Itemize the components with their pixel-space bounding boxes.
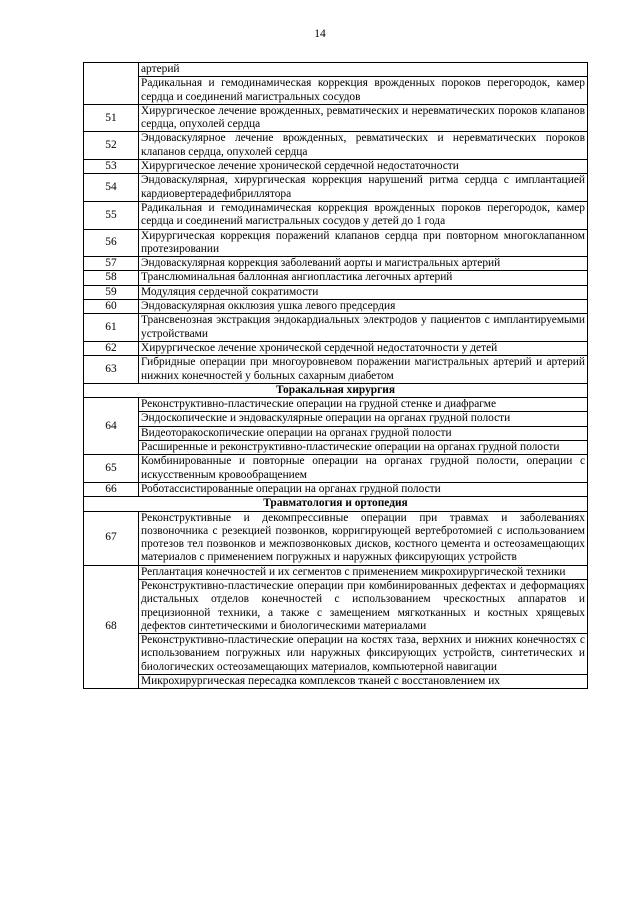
table-row (84, 160, 588, 174)
section-title: Торакальная хирургия (84, 383, 588, 397)
procedure-description: Эндоваскулярное лечение врожденных, ревматических и неревматических пороков клапанов сердца, опухолей сердца (139, 132, 588, 160)
table-row (84, 356, 588, 384)
table-row (84, 482, 588, 496)
row-number: 56 (84, 229, 139, 257)
row-number: 62 (84, 341, 139, 355)
procedure-description: Расширенные и реконструктивно-пластические операции на органах грудной полости (139, 441, 588, 455)
procedure-description: Модуляция сердечной сократимости (139, 285, 588, 299)
procedure-description: Реконструктивно-пластические операции при комбинированных дефектах и деформациях дистальных отделов конечностей с использованием чрескостных аппаратов и прецизионной техники, а также с замещением мягкотканных и костных хрящевых дефектов синтетическими и биологическими материалами (139, 579, 588, 633)
row-number: 53 (84, 160, 139, 174)
row-number (84, 63, 139, 105)
table-row (84, 285, 588, 299)
row-number: 64 (84, 398, 139, 455)
procedure-description: Видеоторакоскопические операции на органах грудной полости (139, 426, 588, 440)
section-header-row (84, 383, 588, 397)
procedure-description: Транслюминальная баллонная ангиопластика легочных артерий (139, 271, 588, 285)
table-row (84, 675, 588, 689)
row-number: 55 (84, 201, 139, 229)
table-row (84, 132, 588, 160)
table-row (84, 426, 588, 440)
table-row (84, 341, 588, 355)
procedure-description: Хирургическая коррекция поражений клапанов сердца при повторном многоклапанном протезировании (139, 229, 588, 257)
page-number: 14 (314, 28, 326, 40)
procedure-description: Эндоваскулярная, хирургическая коррекция нарушений ритма сердца с имплантацией кардиовертерадефибриллятора (139, 174, 588, 202)
row-number: 57 (84, 257, 139, 271)
procedures-table-body (84, 63, 588, 689)
table-row (84, 511, 588, 565)
procedure-description: Реплантация конечностей и их сегментов с применением микрохирургической техники (139, 565, 588, 579)
table-row (84, 565, 588, 579)
row-number: 63 (84, 356, 139, 384)
row-number: 54 (84, 174, 139, 202)
table-row (84, 77, 588, 105)
procedure-description: Хирургическое лечение хронической сердечной недостаточности у детей (139, 341, 588, 355)
section-header-row (84, 497, 588, 511)
procedure-description: Реконструктивно-пластические операции на костях таза, верхних и нижних конечностях с использованием погружных или наружных фиксирующих устройств, синтетических и биологических остеозамещающих материалов, компьютерной навигации (139, 634, 588, 675)
table-row (84, 300, 588, 314)
table-row (84, 201, 588, 229)
procedure-description: Реконструктивные и декомпрессивные операции при травмах и заболеваниях позвоночника с резекцией позвонков, корригирующей вертебротомией с использованием протезов тел позвонков и межпозвонковых дисков, костного цемента и остеозамещающих материалов с применением погружных и наружных фиксирующих устройств (139, 511, 588, 565)
procedure-description: Реконструктивно-пластические операции на грудной стенке и диафрагме (139, 398, 588, 412)
table-row (84, 257, 588, 271)
table-row (84, 441, 588, 455)
procedure-description: Эндоскопические и эндоваскулярные операции на органах грудной полости (139, 412, 588, 426)
table-row (84, 63, 588, 77)
procedure-description: Микрохирургическая пересадка комплексов тканей с восстановлением их (139, 675, 588, 689)
table-row (84, 579, 588, 633)
procedure-description: Хирургическое лечение врожденных, ревматических и неревматических пороков клапанов сердца, опухолей сердца (139, 104, 588, 132)
table-row (84, 412, 588, 426)
procedure-description: Гибридные операции при многоуровневом поражении магистральных артерий и артерий нижних конечностей у больных сахарным диабетом (139, 356, 588, 384)
table-row (84, 634, 588, 675)
row-number: 60 (84, 300, 139, 314)
procedure-description: Роботассистированные операции на органах грудной полости (139, 482, 588, 496)
row-number: 59 (84, 285, 139, 299)
procedure-description: артерий (139, 63, 588, 77)
row-number: 51 (84, 104, 139, 132)
table-row (84, 229, 588, 257)
table-row (84, 271, 588, 285)
table-row (84, 455, 588, 483)
row-number: 52 (84, 132, 139, 160)
row-number: 66 (84, 482, 139, 496)
procedure-description: Эндоваскулярная окклюзия ушка левого предсердия (139, 300, 588, 314)
procedure-description: Радикальная и гемодинамическая коррекция врожденных пороков перегородок, камер сердца и соединений магистральных сосудов (139, 77, 588, 105)
row-number: 67 (84, 511, 139, 565)
table-row (84, 174, 588, 202)
procedure-description: Хирургическое лечение хронической сердечной недостаточности (139, 160, 588, 174)
procedure-description: Трансвенозная экстракция эндокардиальных электродов у пациентов с имплантируемыми устройствами (139, 314, 588, 342)
procedure-description: Комбинированные и повторные операции на органах грудной полости, операции с искусственным кровообращением (139, 455, 588, 483)
row-number: 58 (84, 271, 139, 285)
procedure-description: Радикальная и гемодинамическая коррекция врожденных пороков перегородок, камер сердца и соединений магистральных сосудов у детей до 1 года (139, 201, 588, 229)
section-title: Травматология и ортопедия (84, 497, 588, 511)
row-number: 68 (84, 565, 139, 689)
table-row (84, 398, 588, 412)
procedures-table (83, 62, 588, 689)
procedure-description: Эндоваскулярная коррекция заболеваний аорты и магистральных артерий (139, 257, 588, 271)
row-number: 65 (84, 455, 139, 483)
row-number: 61 (84, 314, 139, 342)
table-row (84, 314, 588, 342)
table-row (84, 104, 588, 132)
